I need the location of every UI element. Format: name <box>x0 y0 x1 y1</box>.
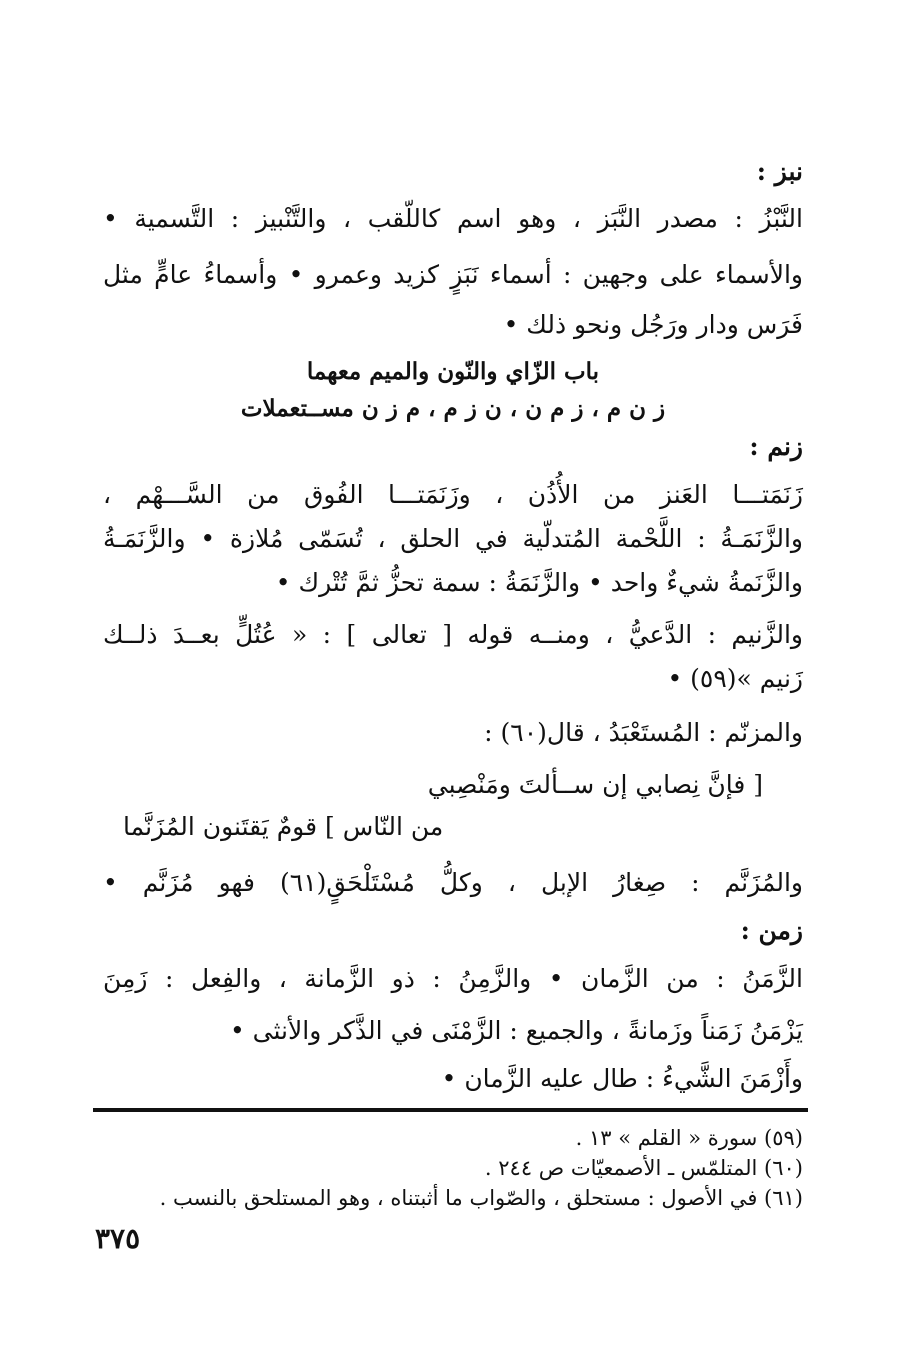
text-line: والزَّنيم : الدَّعيُّ ، ومنــه قوله [ تعالى ] : « عُتُلٍّ بعــدَ ذلــك <box>103 620 803 649</box>
text-line: الزَّمَنُ : من الزَّمان • والزَّمِنُ : ذو الزَّمانة ، والفِعل : زَمِنَ <box>103 964 803 993</box>
chapter-title: باب الزّاي والنّون والميم معهما <box>306 358 600 385</box>
chapter-subtitle: ز ن م ، ز م ن ، ن ز م ، م ز ن مســتعملات <box>240 395 666 422</box>
page-number: ٣٧٥ <box>95 1222 141 1255</box>
verse-hemistich-first: [ فإنَّ نِصابي إن ســألتَ ومَنْصِبي <box>427 770 763 799</box>
entry-heading-zmn: زمن : <box>740 916 803 945</box>
entry-heading-znm: زنم : <box>749 432 803 461</box>
text-line: والأسماء على وجهين : أسماء نَبَزٍ كزيد وعمرو • وأسماءُ عامٍّ مثل <box>103 260 803 289</box>
text-line: والمزنّم : المُستَعْبَدُ ، قال(٦٠) : <box>484 718 803 747</box>
text-line: النَّبْزُ : مصدر النَّبَز ، وهو اسم كاللّقب ، والتَّنْبيز : التَّسمية • <box>103 204 803 233</box>
footnote: (٦١) في الأصول : مستحلق ، والصّواب ما أثبتناه ، وهو المستلحق بالنسب . <box>159 1186 803 1210</box>
footnote: (٥٩) سورة « القلم » ١٣ . <box>575 1126 803 1150</box>
text-line: زَنيم »(٥٩) • <box>667 664 803 693</box>
text-line: يَزْمَنُ زَمَناً وزَمانةً ، والجميع : الزَّمْنَى في الذَّكر والأنثى • <box>229 1016 803 1045</box>
entry-heading-nbz: نبز : <box>756 157 803 186</box>
text-line: وأَزْمَنَ الشَّيءُ : طال عليه الزَّمان • <box>441 1064 803 1093</box>
footnote-divider <box>93 1108 808 1112</box>
text-line: والزَّنَمةُ شيءٌ واحد • والزَّنَمَةُ : سمة تحزُّ ثمَّ تُتْرك • <box>275 568 803 597</box>
text-line: زَنَمَتـــا العَنز من الأُذُن ، وزَنَمَتـــا الفُوق من السَّـــهْم ، <box>103 480 803 509</box>
text-line: والمُزَنَّم : صِغارُ الإبل ، وكلُّ مُسْتَلْحَقٍ(٦١) فهو مُزَنَّم • <box>103 868 804 897</box>
verse-hemistich-second: من النّاس ] قومٌ يَقتَنون المُزَنَّما <box>123 812 444 841</box>
text-line: والزَّنَمَـةُ : اللَّحْمة المُتدلّية في الحلق ، تُسَمّى مُلازة • والزَّنَمَـةُ <box>103 524 803 553</box>
text-line: فَرَس ودار ورَجُل ونحو ذلك • <box>503 310 803 339</box>
footnote: (٦٠) المتلمّس ـ الأصمعيّات ص ٢٤٤ . <box>484 1156 803 1180</box>
